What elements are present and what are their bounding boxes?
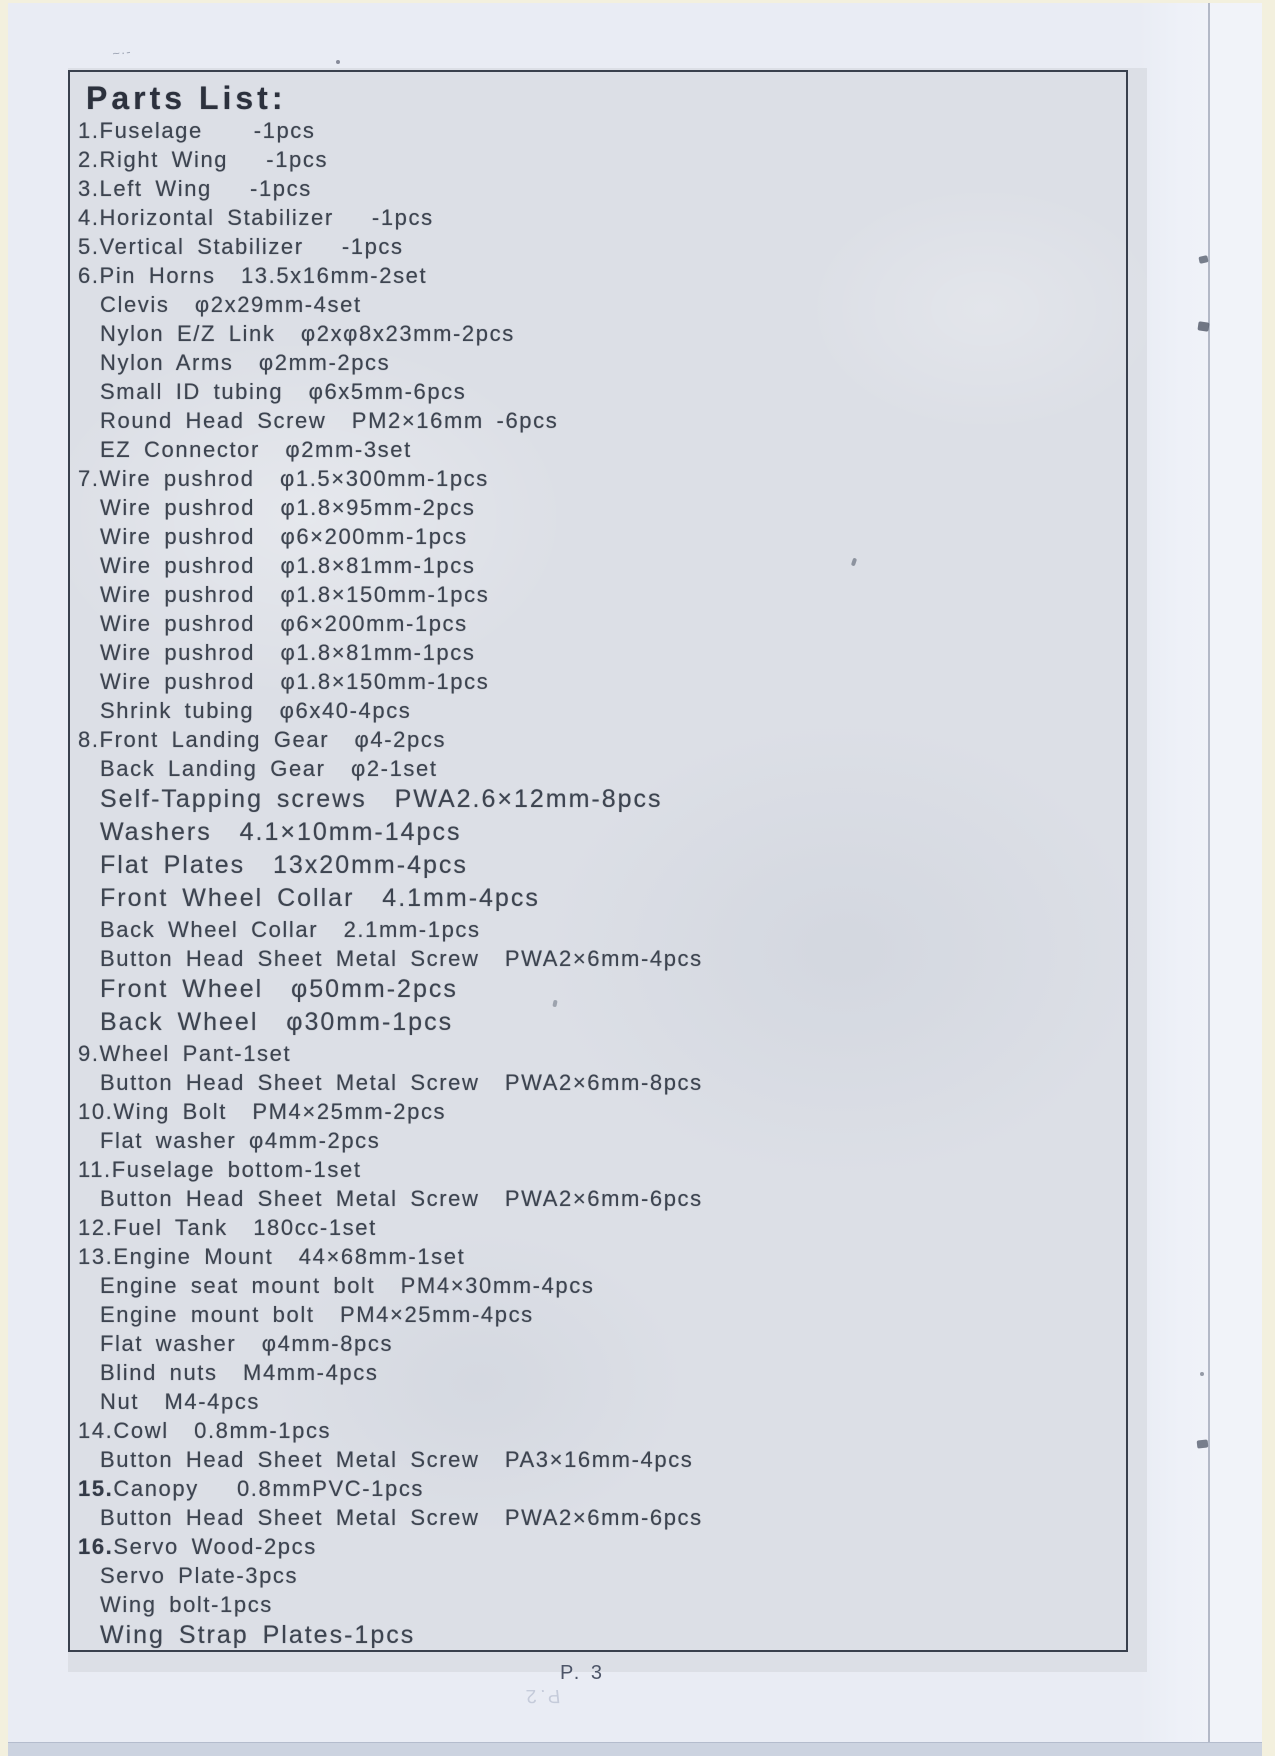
parts-list-line: Self-Tapping screws PWA2.6×12mm-8pcs [100,785,663,813]
parts-list-line: 15.Canopy 0.8mmPVC-1pcs [78,1476,425,1501]
staple-mark [1197,321,1209,331]
parts-list-line: Nut M4-4pcs [100,1389,261,1414]
parts-list-line: 11.Fuselage bottom-1set [78,1157,362,1182]
parts-list-line: 6.Pin Horns 13.5x16mm-2set [78,263,428,288]
scan-artifact-smudge: ~·- [111,43,133,62]
parts-list-line: Nylon E/Z Link φ2xφ8x23mm-2pcs [100,321,515,346]
parts-list-line: Flat washer φ4mm-2pcs [100,1128,381,1153]
parts-list-line: Servo Plate-3pcs [100,1563,299,1588]
parts-list-line: Shrink tubing φ6x40-4pcs [100,698,412,723]
parts-list-line: Flat washer φ4mm-8pcs [100,1331,394,1356]
parts-list-line: Front Wheel Collar 4.1mm-4pcs [100,884,540,912]
parts-list-line: Wire pushrod φ1.8×81mm-1pcs [100,640,476,665]
parts-list-line: Wire pushrod φ1.8×95mm-2pcs [100,495,476,520]
parts-list-line: Flat Plates 13x20mm-4pcs [100,851,468,879]
parts-list-line: Button Head Sheet Metal Screw PWA2×6mm-6pcs [100,1186,703,1211]
parts-list-line: 12.Fuel Tank 180cc-1set [78,1215,377,1240]
parts-list-line: Button Head Sheet Metal Screw PWA2×6mm-8pcs [100,1070,703,1095]
bleed-through-text: P.2 [520,1685,562,1706]
parts-list-line: Washers 4.1×10mm-14pcs [100,818,462,846]
parts-list-line: Nylon Arms φ2mm-2pcs [100,350,391,375]
scan-artifact-dot [336,60,340,64]
parts-list-line: Wing Strap Plates-1pcs [100,1621,416,1649]
parts-list-line: 10.Wing Bolt PM4×25mm-2pcs [78,1099,447,1124]
parts-list [78,116,1126,1652]
parts-list-line: 5.Vertical Stabilizer -1pcs [78,234,404,259]
parts-list-line: 1.Fuselage -1pcs [78,118,316,143]
parts-list-line: 4.Horizontal Stabilizer -1pcs [78,205,434,230]
parts-list-line: Back Wheel Collar 2.1mm-1pcs [100,917,481,942]
page-title: Parts List: [86,80,287,116]
parts-list-line: Blind nuts M4mm-4pcs [100,1360,379,1385]
parts-list-line: Clevis φ2x29mm-4set [100,292,362,317]
parts-list-line: 13.Engine Mount 44×68mm-1set [78,1244,466,1269]
page-fold-line [1208,3,1210,1742]
parts-list-line: 14.Cowl 0.8mm-1pcs [78,1418,332,1443]
parts-list-line: Button Head Sheet Metal Screw PA3×16mm-4pcs [100,1447,694,1472]
parts-list-line: Wire pushrod φ1.8×150mm-1pcs [100,669,490,694]
parts-list-line: 8.Front Landing Gear φ4-2pcs [78,727,447,752]
parts-list-line: EZ Connector φ2mm-3set [100,437,412,462]
parts-list-line: 16.Servo Wood-2pcs [78,1534,317,1559]
parts-list-line: 9.Wheel Pant-1set [78,1041,292,1066]
staple-mark [1200,1372,1204,1376]
parts-list-box [68,70,1128,1652]
parts-list-line: 3.Left Wing -1pcs [78,176,312,201]
page-fold-strip [1208,3,1262,1742]
parts-list-line: Engine mount bolt PM4×25mm-4pcs [100,1302,534,1327]
page-right-band [1138,3,1216,1742]
parts-list-line: Front Wheel φ50mm-2pcs [100,975,458,1003]
parts-list-line: Small ID tubing φ6x5mm-6pcs [100,379,467,404]
parts-list-line: Round Head Screw PM2×16mm -6pcs [100,408,559,433]
page-bottom-edge [8,1742,1262,1756]
parts-list-line: Wire pushrod φ1.8×150mm-1pcs [100,582,490,607]
parts-list-line: Button Head Sheet Metal Screw PWA2×6mm-6pcs [100,1505,703,1530]
parts-list-line: Wire pushrod φ1.8×81mm-1pcs [100,553,476,578]
parts-list-line: Button Head Sheet Metal Screw PWA2×6mm-4pcs [100,946,703,971]
parts-list-line: Wire pushrod φ6×200mm-1pcs [100,611,468,636]
staple-mark [1197,1439,1209,1448]
parts-list-line: Back Wheel φ30mm-1pcs [100,1008,454,1036]
page-number: P. 3 [560,1662,605,1684]
parts-list-line: Wing bolt-1pcs [100,1592,273,1617]
parts-list-line: Wire pushrod φ6×200mm-1pcs [100,524,468,549]
parts-list-line: Engine seat mount bolt PM4×30mm-4pcs [100,1273,595,1298]
parts-list-line: Back Landing Gear φ2-1set [100,756,438,781]
parts-list-line: 2.Right Wing -1pcs [78,147,329,172]
parts-list-line: 7.Wire pushrod φ1.5×300mm-1pcs [78,466,489,491]
